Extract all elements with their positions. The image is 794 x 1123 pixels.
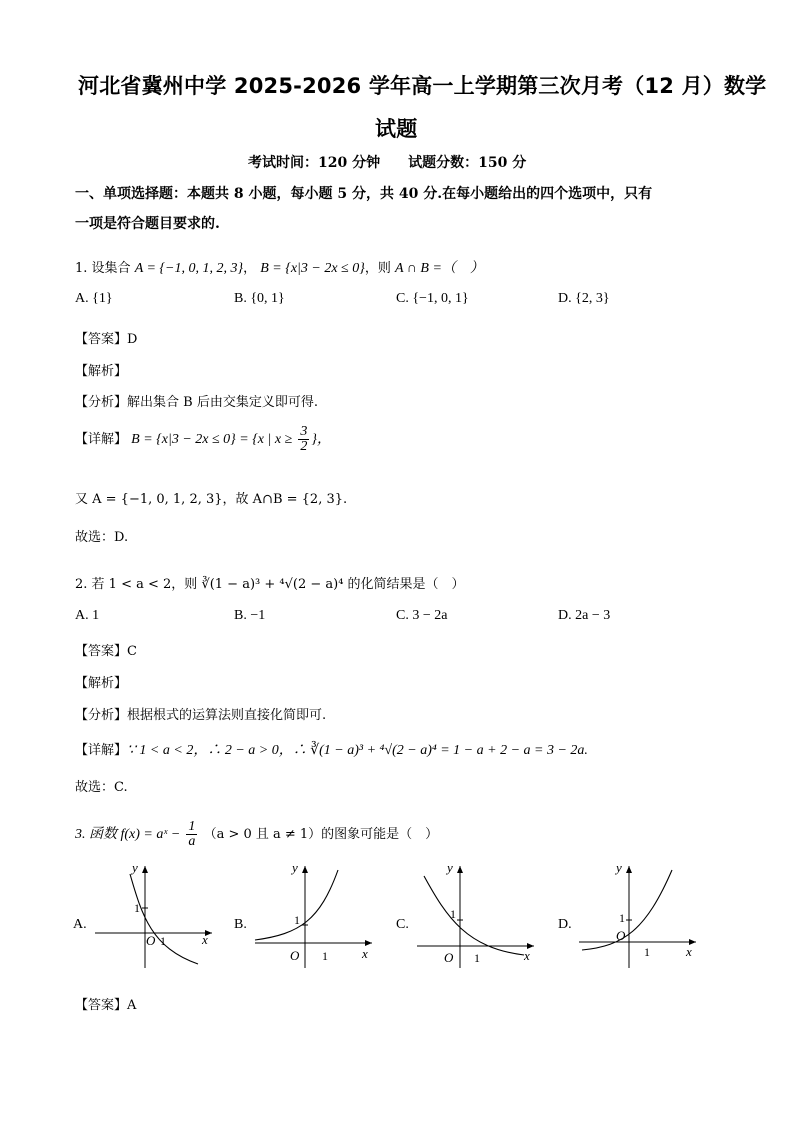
fenxi-label: 【分析】 [75, 708, 128, 723]
q1-choose: 故选：D. [75, 530, 129, 545]
q2-detail-math: ∵ 1 < a < 2，∴ 2 − a > 0，∴ ∛(1 − a)³ + ⁴√(2 − a)⁴ = 1 − a + 2 − a = 3 − 2a. [127, 743, 588, 758]
q1-detail-line [75, 425, 331, 454]
q2-choose: 故选：C. [75, 780, 128, 795]
q2-fenxi-text: 根据根式的运算法则直接化简即可. [127, 708, 327, 723]
detail-label: 【详解】 [75, 432, 128, 447]
origin-label: O [616, 928, 626, 943]
q2-option-d: D. 2a − 3 [558, 608, 611, 623]
q1-ask: A ∩ B =（ ） [395, 261, 484, 276]
q1-answer-line [75, 328, 137, 347]
q3-answer-line [75, 994, 136, 1013]
q1-option-c: C. {−1, 0, 1} [396, 291, 469, 306]
detail-label: 【详解】 [75, 743, 128, 758]
q1-fenxi-text: 解出集合 B 后由交集定义即可得. [127, 395, 318, 410]
section-heading-2: 一项是符合题目要求的. [75, 216, 220, 232]
tick-label: 1 [134, 901, 140, 915]
q3-stem-pre: 3. 函数 f(x) = aˣ − [75, 827, 181, 842]
tick-label: 1 [160, 934, 166, 948]
q1-analysis-label: 【解析】 [75, 364, 128, 379]
q3-graph-label-b: B. [234, 917, 247, 932]
answer-label: 【答案】 [75, 332, 128, 347]
origin-label: O [444, 950, 454, 965]
q1-option-a: A. {1} [75, 291, 113, 306]
q1-set-a: A = {−1, 0, 1, 2, 3} [134, 261, 244, 276]
q1-fenxi-line [75, 391, 318, 410]
axis-y-label: y [292, 860, 298, 875]
axis-x-label: x [686, 944, 692, 959]
answer-label: 【答案】 [75, 998, 128, 1013]
axis-y-label: y [132, 860, 138, 875]
q3-frac-den: a [188, 834, 196, 849]
q1-then: ，则 [364, 261, 391, 276]
origin-label: O [290, 948, 300, 963]
tick-label: 1 [619, 911, 625, 925]
q1-detail-math: B = {x|3 − 2x ≤ 0} = {x | x ≥ [131, 432, 293, 447]
q2-answer-line [75, 640, 137, 659]
q2-fenxi-line [75, 704, 326, 723]
q1-stem-number: 1. 设集合 [75, 261, 131, 276]
q3-graph-label-c: C. [396, 917, 409, 932]
q1-stem [75, 257, 484, 277]
q3-graph-label-a: A. [73, 917, 87, 932]
axis-x-label: x [524, 948, 530, 963]
q1-option-b: B. {0, 1} [234, 291, 285, 306]
axis-x-label: x [202, 932, 208, 947]
doc-title-line1: 河北省冀州中学 2025-2026 学年高一上学期第三次月考（12 月）数学 [78, 74, 767, 98]
q1-frac-num: 3 [300, 424, 308, 439]
q3-graph-a [90, 858, 220, 973]
tick-label: 1 [450, 907, 456, 921]
q1-frac-den: 2 [300, 439, 308, 454]
q1-answer: D [127, 332, 138, 347]
tick-label: 1 [474, 951, 480, 965]
q1-detail-line2: 又 A = {−1, 0, 1, 2, 3}，故 A∩B = {2, 3}. [75, 492, 348, 507]
fenxi-label: 【分析】 [75, 395, 128, 410]
axis-x-label: x [362, 946, 368, 961]
q2-analysis-label: 【解析】 [75, 676, 128, 691]
q1-comma: ， [243, 261, 257, 276]
section-heading-1: 一、单项选择题：本题共 8 小题，每小题 5 分，共 40 分.在每小题给出的四个选项中，只有 [75, 186, 653, 202]
q3-graph-b [250, 858, 380, 973]
q3-stem-post: （a > 0 且 a ≠ 1）的图象可能是（ ） [203, 827, 439, 842]
q3-answer: A [127, 998, 137, 1013]
q2-option-b: B. −1 [234, 608, 266, 623]
q2-stem: 2. 若 1 < a < 2，则 ∛(1 − a)³ + ⁴√(2 − a)⁴ 的化简结果是（ ） [75, 577, 465, 592]
doc-title-line2: 试题 [375, 117, 418, 141]
axis-y-label: y [616, 860, 622, 875]
q3-graph-label-d: D. [558, 917, 572, 932]
q2-option-a: A. 1 [75, 608, 100, 623]
q3-graph-d [574, 858, 704, 973]
q1-detail-tail: }， [311, 432, 332, 447]
q1-option-d: D. {2, 3} [558, 291, 610, 306]
tick-label: 1 [294, 913, 300, 927]
q2-detail-line [75, 739, 588, 759]
q1-detail-fraction [298, 425, 309, 454]
origin-label: O [146, 933, 156, 948]
q3-frac-num: 1 [188, 819, 196, 834]
q1-set-b: B = {x|3 − 2x ≤ 0} [260, 261, 365, 276]
tick-label: 1 [644, 945, 650, 959]
tick-label: 1 [322, 949, 328, 963]
axis-y-label: y [447, 860, 453, 875]
q3-graph-c [412, 858, 542, 973]
q2-option-c: C. 3 − 2a [396, 608, 448, 623]
q3-fraction [186, 820, 197, 849]
q3-stem [75, 820, 438, 849]
answer-label: 【答案】 [75, 644, 128, 659]
q2-answer: C [127, 644, 137, 659]
exam-info: 考试时间：120 分钟 试题分数：150 分 [248, 155, 527, 171]
